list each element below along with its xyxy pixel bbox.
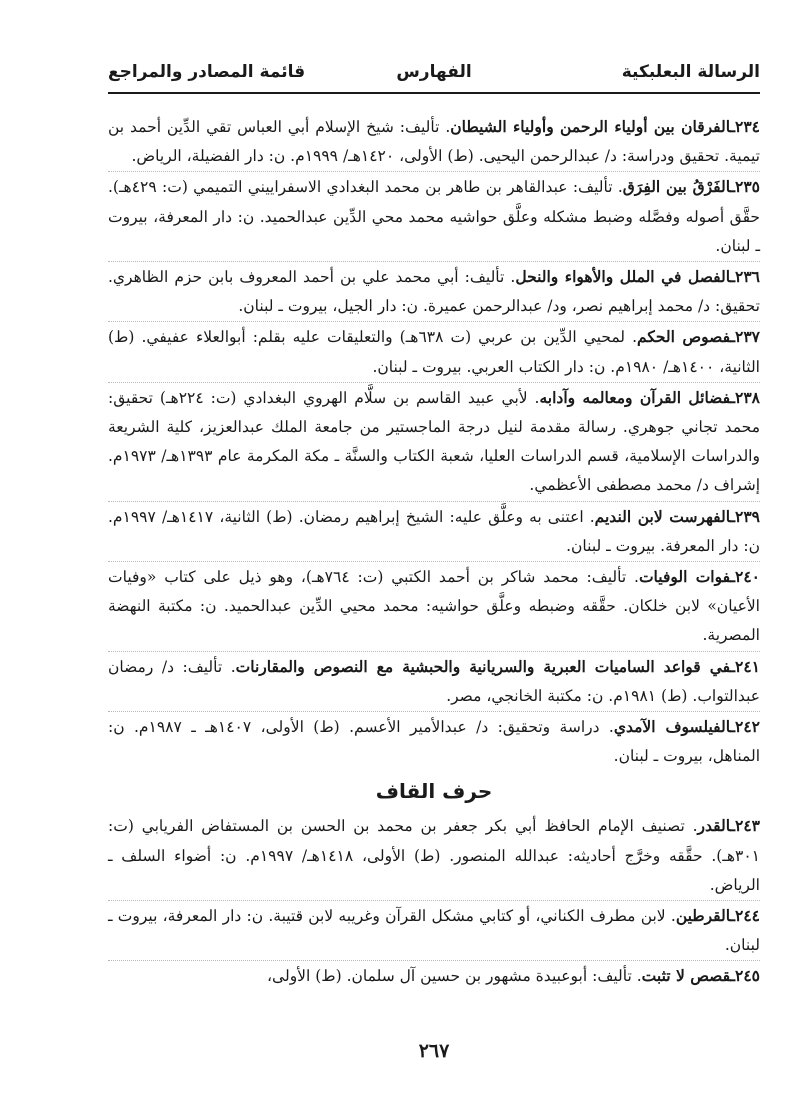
bibliography-entry [108, 171, 760, 261]
entry-number: ٢٤٣ـ [730, 816, 760, 836]
page-number: ٢٦٧ [418, 1040, 450, 1062]
entry-details: . تأليف: د/ رمضان عبدالتواب. (ط) ١٩٨١م. ن: مكتبة الخانجي، مصر. [108, 657, 760, 705]
bibliography-entry [108, 811, 760, 900]
entry-number: ٢٣٨ـ [730, 387, 760, 407]
bibliography-list-qaf [108, 811, 760, 991]
header-chapter-title: قائمة المصادر والمراجع [108, 62, 306, 82]
entry-details: . لأبي عبيد القاسم بن سلَّام الهروي البغدادي (ت: ٢٢٤هـ) تحقيق: محمد تجاني جوهري. رسالة مقدمة لنيل درجة الماجستير من جامعة الملك عبدالعزيز، كلية الشريعة والدراسات الإسلامية، قسم الدراسات العليا، شعبة الكتاب والسنَّة ـ مكة المكرمة عام ١٣٩٣هـ/ ١٩٧٣م. إشراف د/ محمد مصطفى الأعظمي. [108, 388, 760, 495]
bibliography-entry [108, 960, 760, 991]
entry-details: . تأليف: محمد شاكر بن أحمد الكتبي (ت: ٧٦٤هـ)، وهو ذيل على كتاب «وفيات الأعيان» لابن خلكان. حقَّقه وضبطه وعلَّق حواشيه: محمد محيي الدِّين عبدالحميد. ن: مكتبة النهضة المصرية. [108, 568, 760, 645]
bibliography-content [108, 112, 760, 992]
entry-title: القرطين [675, 906, 731, 926]
entry-number: ٢٤٥ـ [730, 966, 760, 986]
entry-title: فضائل القرآن ومعالمه وآدابه [539, 387, 731, 407]
entry-title: فوات الوفيات [638, 567, 731, 587]
entry-number: ٢٣٧ـ [730, 327, 760, 347]
entry-title: في قواعد الساميات العبرية والسريانية والحبشية مع النصوص والمقارنات [235, 656, 731, 676]
bibliography-entry [108, 501, 760, 561]
header-divider [108, 92, 760, 94]
entry-title: القدر [697, 816, 731, 836]
entry-details: . دراسة وتحقيق: د/ عبدالأمير الأعسم. (ط) الأولى، ١٤٠٧هـ ـ ١٩٨٧م. ن: المناهل، بيروت ـ لبنان. [108, 718, 760, 766]
entry-number: ٢٣٥ـ [730, 177, 760, 197]
entry-title: الفصل في الملل والأهواء والنحل [515, 267, 731, 287]
bibliography-entry [108, 261, 760, 321]
entry-details: . تأليف: عبدالقاهر بن طاهر بن محمد البغدادي الاسفراييني التميمي (ت: ٤٢٩هـ). حقَّق أصوله وفصَّله وضبط مشكله وعلَّق حواشيه محمد محي الدِّين عبدالحميد. ن: دار المعرفة، بيروت ـ لبنان. [108, 178, 760, 255]
bibliography-entry [108, 651, 760, 711]
section-heading: حرف القاف [375, 779, 493, 804]
entry-details: . تأليف: أبي محمد علي بن أحمد المعروف بابن حزم الظاهري. تحقيق: د/ محمد إبراهيم نصر، ود/ عبدالرحمن عميرة. ن: دار الجيل، بيروت ـ لبنان. [108, 268, 760, 316]
entry-number: ٢٤٢ـ [730, 717, 760, 737]
header-book-title: الرسالة البعلبكية [621, 62, 760, 82]
bibliography-entry [108, 711, 760, 771]
bibliography-entry [108, 321, 760, 381]
entry-number: ٢٣٦ـ [730, 267, 760, 287]
entry-title: قصص لا تثبت [641, 966, 731, 986]
bibliography-entry [108, 112, 760, 171]
entry-title: الفَرْقُ بين الفِرَق [622, 177, 731, 197]
running-header [108, 58, 760, 90]
entry-title: الفهرست لابن النديم [594, 506, 731, 526]
entry-details: . لابن مطرف الكناني، أو كتابي مشكل القرآن وغريبه لابن قتيبة. ن: دار المعرفة، بيروت ـ لبنان. [108, 907, 760, 955]
entry-title: الفرقان بين أولياء الرحمن وأولياء الشيطان [450, 117, 731, 136]
header-section-title: الفهارس [396, 62, 472, 82]
entry-title: الفيلسوف الآمدي [613, 717, 731, 737]
bibliography-entry [108, 900, 760, 960]
entry-number: ٢٤٠ـ [730, 567, 760, 587]
entry-details: . تأليف: شيخ الإسلام أبي العباس تقي الدِّين أحمد بن تيمية. تحقيق ودراسة: د/ عبدالرحمن اليحيى. (ط) الأولى، ١٤٢٠هـ/ ١٩٩٩م. ن: دار الفضيلة، الرياض. [108, 118, 760, 166]
entry-details: . تصنيف الإمام الحافظ أبي بكر جعفر بن محمد بن الحسن بن المستفاض الفريابي (ت: ٣٠١هـ). حقَّقه وخرَّج أحاديثه: عبدالله المنصور. (ط) الأولى، ١٤١٨هـ/ ١٩٩٧م. ن: أضواء السلف ـ الرياض. [108, 817, 760, 894]
entry-details: . اعتنى به وعلَّق عليه: الشيخ إبراهيم رمضان. (ط) الثانية، ١٤١٧هـ/ ١٩٩٧م. ن: دار المعرفة. بيروت ـ لبنان. [108, 507, 760, 555]
entry-details: . تأليف: أبوعبيدة مشهور بن حسين آل سلمان. (ط) الأولى، [267, 967, 642, 986]
bibliography-entry [108, 561, 760, 651]
entry-number: ٢٤١ـ [730, 656, 760, 676]
bibliography-entry [108, 382, 760, 501]
entry-number: ٢٤٤ـ [730, 906, 760, 926]
entry-title: فصوص الحكم [637, 327, 731, 347]
entry-number: ٢٣٩ـ [730, 506, 760, 526]
bibliography-list-fa [108, 112, 760, 771]
entry-number: ٢٣٤ـ [730, 117, 760, 136]
entry-details: . لمحيي الدِّين بن عربي (ت ٦٣٨هـ) والتعليقات عليه بقلم: أبوالعلاء عفيفي. (ط) الثانية، ١٤٠٠هـ/ ١٩٨٠م. ن: دار الكتاب العربي. بيروت ـ لبنان. [108, 328, 760, 376]
